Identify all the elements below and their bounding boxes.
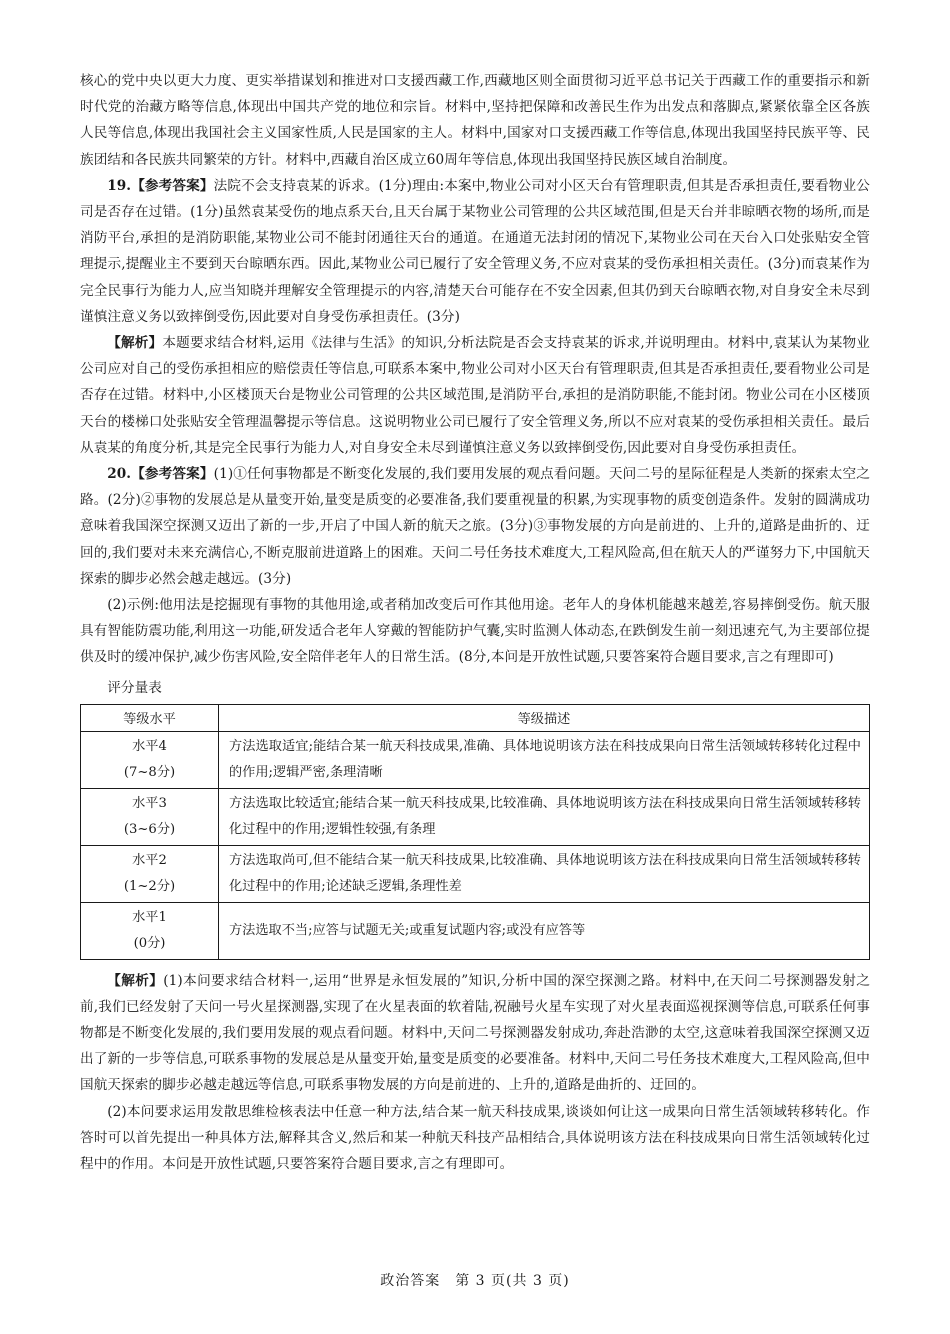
q20-analysis1-text: (1)本问要求结合材料一,运用“世界是永恒发展的”知识,分析中国的深空探测之路。材料中,在天问二号探测器发射之前,我们已经发射了天问一号火星探测器,实现了在火星表面的软着陆,祝融号火星车实现了对火星表面巡视探测等信息,可联系任何事物都是不断变化发展的,我们要用发展的观点看问题。材料中,天问二号探测器发射成功,奔赴浩渺的太空,这意味着我国深空探测又迈出了新的一步等信息,可联系事物的发展总是从量变开始,量变是质变的必要准备。材料中,天问二号任务技术难度大,工程风险高,但中国航天探索的脚步必越走越远等信息,可联系事物发展的方向是前进的、上升的,道路是曲折的、迂回的。 (80, 972, 870, 1094)
level-cell (81, 902, 219, 959)
level-score: (3~6分) (123, 821, 176, 837)
q19-analysis-label: 【解析】 (107, 335, 163, 352)
scoring-table-caption: 评分量表 (107, 679, 162, 696)
page-footer: 政治答案 第 3 页(共 3 页) (380, 1273, 570, 1289)
q19-answer-text: 法院不会支持袁某的诉求。(1分)理由:本案中,物业公司对小区天台有管理职责,但其是否承担责任,要看物业公司是否存在过错。(1分)虽然袁某受伤的地点系天台,且天台属于某物业公司管理的公共区域范围,但是天台并非晾晒衣物的场所,而是消防平台,承担的是消防职能,某物业公司不能封闭通往天台的通道。在通道无法封闭的情况下,某物业公司在天台入口处张贴安全管理提示,提醒业主不要到天台晾晒东西。因此,某物业公司已履行了安全管理义务,不应对袁某的受伤承担相关责任。(3分)而袁某作为完全民事行为能力人,应当知晓并理解安全管理提示的内容,清楚天台可能存在不安全因素,但其仍到天台晾晒衣物,对自身安全未尽到谨慎注意义务以致摔倒受伤,因此要对自身受伤承担责任。(3分) (80, 177, 870, 325)
level-description: 方法选取尚可,但不能结合某一航天科技成果,比较准确、具体地说明该方法在科技成果向日常生活领域转移转化过程中的作用;论述缺乏逻辑,条理性差 (219, 845, 870, 902)
level-name: 水平1 (132, 909, 167, 925)
q20-part1-text: (1)①任何事物都是不断变化发展的,我们要用发展的观点看问题。天问二号的星际征程是人类新的探索太空之路。(2分)②事物的发展总是从量变开始,量变是质变的必要准备,我们要重视量的积累,为实现事物的质变创造条件。发射的圆满成功意味着我国深空探测又迈出了新的一步,开启了中国人新的航天之旅。(3分)③事物发展的方向是前进的、上升的,道路是曲折的、迂回的,我们要对未来充满信心,不断克服前进道路上的困难。天问二号任务技术难度大,工程风险高,但在航天人的严谨努力下,中国航天探索的脚步必然会越走越远。(3分) (80, 466, 870, 587)
level-score: (7~8分) (123, 764, 176, 780)
table-row (81, 788, 870, 845)
header-description: 等级描述 (219, 704, 870, 731)
q20-analysis-label: 【解析】 (107, 972, 164, 989)
level-cell (81, 788, 219, 845)
level-name: 水平3 (132, 795, 167, 811)
table-row (81, 902, 870, 959)
q20-analysis-part1 (80, 968, 870, 1099)
q19-analysis (80, 330, 870, 461)
scoring-table-header-row (81, 704, 870, 731)
q19-answer (80, 173, 870, 330)
table-row (81, 731, 870, 788)
header-level: 等级水平 (81, 704, 219, 731)
q20-answer-part1 (80, 461, 870, 592)
level-cell (81, 731, 219, 788)
q19-analysis-text: 本题要求结合材料,运用《法律与生活》的知识,分析法院是否会支持袁某的诉求,并说明理由。材料中,袁某认为某物业公司应对自己的受伤承担相应的赔偿责任等信息,可联系本案中,物业公司对小区天台有管理职责,但其是否承担责任,要看物业公司是否存在过错。材料中,小区楼顶天台是物业公司管理的公共区域范围,是消防平台,承担的是消防职能,不能封闭。物业公司在小区楼顶天台的楼梯口处张贴安全管理温馨提示等信息。这说明物业公司已履行了安全管理义务,所以不应对袁某的受伤承担相关责任。最后从袁某的角度分析,其是完全民事行为能力人,对自身安全未尽到谨慎注意义务以致摔倒受伤,因此要对自身受伤承担责任。 (80, 335, 870, 456)
level-description: 方法选取适宜;能结合某一航天科技成果,准确、具体地说明该方法在科技成果向日常生活领域转移转化过程中的作用;逻辑严密,条理清晰 (219, 731, 870, 788)
level-description: 方法选取不当;应答与试题无关;或重复试题内容;或没有应答等 (219, 902, 870, 959)
q19-answer-label: 19.【参考答案】 (107, 177, 214, 194)
scoring-table (80, 704, 870, 960)
level-name: 水平2 (132, 852, 167, 868)
document-page (80, 68, 870, 1177)
level-score: (1~2分) (123, 878, 176, 894)
table-row (81, 845, 870, 902)
level-cell (81, 845, 219, 902)
q20-answer-label: 20.【参考答案】 (107, 466, 214, 483)
q20-analysis-part2: (2)本问要求运用发散思维检核表法中任意一种方法,结合某一航天科技成果,谈谈如何让这一成果向日常生活领域转移转化。作答时可以首先提出一种具体方法,解释其含义,然后和某一种航天科技产品相结合,具体说明该方法在科技成果向日常生活领域转化过程中的作用。本问是开放性试题,只要答案符合题目要求,言之有理即可。 (80, 1103, 870, 1173)
level-description: 方法选取比较适宜;能结合某一航天科技成果,比较准确、具体地说明该方法在科技成果向日常生活领域转移转化过程中的作用;逻辑性较强,有条理 (219, 788, 870, 845)
q20-answer-part2: (2)示例:他用法是挖掘现有事物的其他用途,或者稍加改变后可作其他用途。老年人的身体机能越来越差,容易摔倒受伤。航天服具有智能防震功能,利用这一功能,研发适合老年人穿戴的智能防护气囊,实时监测人体动态,在跌倒发生前一刻迅速充气,为主要部位提供及时的缓冲保护,减少伤害风险,安全陪伴老年人的日常生活。(8分,本问是开放性试题,只要答案符合题目要求,言之有理即可) (80, 597, 870, 666)
intro-paragraph: 核心的党中央以更大力度、更实举措谋划和推进对口支援西藏工作,西藏地区则全面贯彻习近平总书记关于西藏工作的重要指示和新时代党的治藏方略等信息,体现出中国共产党的地位和宗旨。材料中,坚持把保障和改善民生作为出发点和落脚点,紧紧依靠全区各族人民等信息,体现出我国社会主义国家性质,人民是国家的主人。材料中,国家对口支援西藏工作等信息,体现出我国坚持民族平等、民族团结和各民族共同繁荣的方针。材料中,西藏自治区成立60周年等信息,体现出我国坚持民族区域自治制度。 (80, 73, 870, 168)
level-score: (0分) (133, 935, 166, 951)
level-name: 水平4 (132, 738, 167, 754)
